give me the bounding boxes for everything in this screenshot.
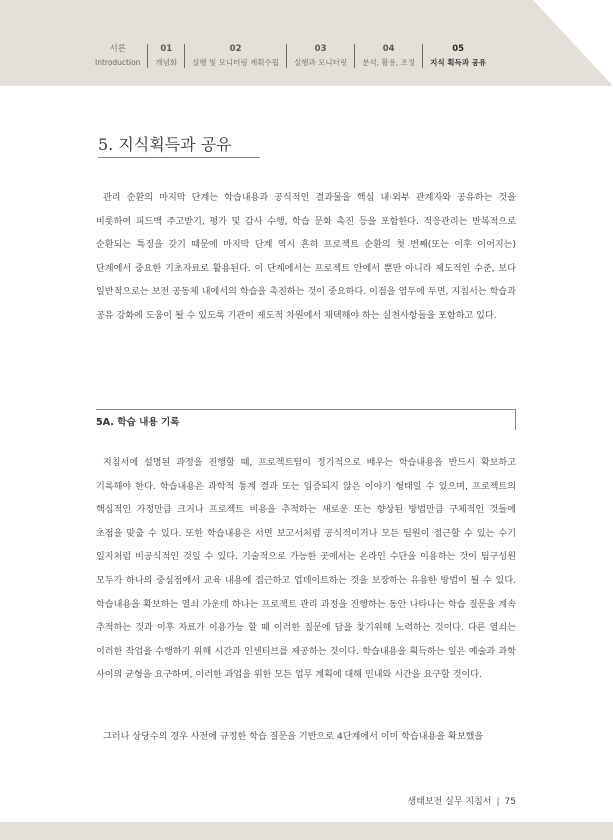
nav-item-number: 서론 — [109, 44, 126, 54]
nav-item-04[interactable] — [354, 44, 422, 68]
header-corner-cut — [533, 0, 613, 86]
nav-item-label: 실행 및 모니터링 계획수립 — [192, 58, 280, 67]
nav-item-label: Introduction — [95, 58, 141, 67]
nav-item-label: 분석, 활용, 조정 — [362, 58, 416, 67]
footer-separator: | — [496, 797, 500, 807]
nav-item-number: 04 — [382, 44, 395, 54]
nav-item-05-active[interactable] — [422, 44, 493, 68]
section-title: 5. 지식획득과 공유 — [98, 135, 232, 154]
chapter-navigation — [88, 44, 493, 70]
subsection-heading: 5A. 학습 내용 기록 — [96, 417, 180, 428]
nav-item-03[interactable] — [286, 44, 354, 68]
nav-item-label: 개념화 — [155, 58, 178, 67]
nav-item-number: 03 — [314, 44, 327, 54]
nav-item-label: 실행과 모니터링 — [294, 58, 348, 67]
page-footer — [408, 794, 516, 807]
intro-paragraph: 관리 순환의 마지막 단계는 학습내용과 공식적인 결과물을 핵심 내·외부 관계자와 공유하는 것을 비롯하여 피드백 주고받기, 평가 및 감사 수행, 학습 문화 촉진 등을 포함한다. 적응관리는 반복적으로 순환되는 특징을 갖기 때문에 마지막 단계 역시 흔히 프로젝트 순환의 첫 번째(또는 이후 이어지는) 단계에서 중요한 기초자료로 활용된다. 이 단계에서는 프로젝트 안에서 뿐만 아니라 제도적인 수준, 보다 일반적으로는 보전 공동체 내에서의 학습을 촉진하는 것이 중요하다. 이점을 염두에 두면, 지침서는 학습과 공유 강화에 도움이 될 수 있도록 기관이 제도적 차원에서 채택해야 하는 실천사항들을 포함하고 있다. — [96, 193, 516, 321]
book-title: 생태보전 실무 지침서 — [407, 797, 492, 807]
nav-item-number: 02 — [229, 44, 242, 54]
title-underline — [98, 157, 260, 158]
body-paragraph: 그러나 상당수의 경우 사전에 규정한 학습 질문을 기반으로 4단계에서 이미 학습내용을 확보했을 — [103, 732, 484, 742]
nav-item-intro[interactable] — [88, 44, 147, 68]
nav-item-02[interactable] — [184, 44, 286, 68]
nav-item-number: 01 — [160, 44, 173, 54]
header-band — [0, 0, 613, 86]
nav-item-label: 지식 획득과 공유 — [430, 58, 487, 67]
nav-item-01[interactable] — [147, 44, 184, 68]
page-number: 75 — [504, 797, 516, 807]
body-paragraph: 지침서에 설명된 과정을 진행할 때, 프로젝트팀이 정기적으로 배우는 학습내용을 반드시 확보하고 기록해야 한다. 학습내용은 과학적 통계 결과 또는 입증되지 않은 이야기 형태일 수 있으며, 프로젝트의 핵심적인 가정만큼 크거나 프로젝트 비용을 추적하는 새로운 또는 향상된 방법만큼 구체적인 것들에 초점을 맞출 수 있다. 또한 학습내용은 서면 보고서처럼 공식적이거나 모든 팀원이 접근할 수 있는 수기 일지처럼 비공식적인 것일 수 있다. 기술적으로 가능한 곳에서는 온라인 수단을 이용하는 것이 팀구성원 모두가 하나의 중심점에서 교육 내용에 접근하고 업데이트하는 것을 보장하는 유용한 방법이 될 수 있다. 학습내용을 확보하는 열쇠 가운데 하나는 프로젝트 관리 과정을 진행하는 동안 나타나는 학습 질문을 계속 추적하는 것과 이후 자료가 이용가능 할 때 이러한 질문에 답을 찾기위해 노력하는 것이다. 다른 열쇠는 이러한 작업을 수행하기 위해 시간과 인센티브를 제공하는 것이다. 학습내용을 획득하는 일은 예술과 과학 사이의 균형을 요구하며, 이러한 과업을 위한 모든 업무 계획에 대해 인내와 시간을 요구할 것이다. — [96, 458, 516, 681]
bottom-band — [0, 822, 613, 840]
nav-item-number: 05 — [452, 44, 465, 54]
